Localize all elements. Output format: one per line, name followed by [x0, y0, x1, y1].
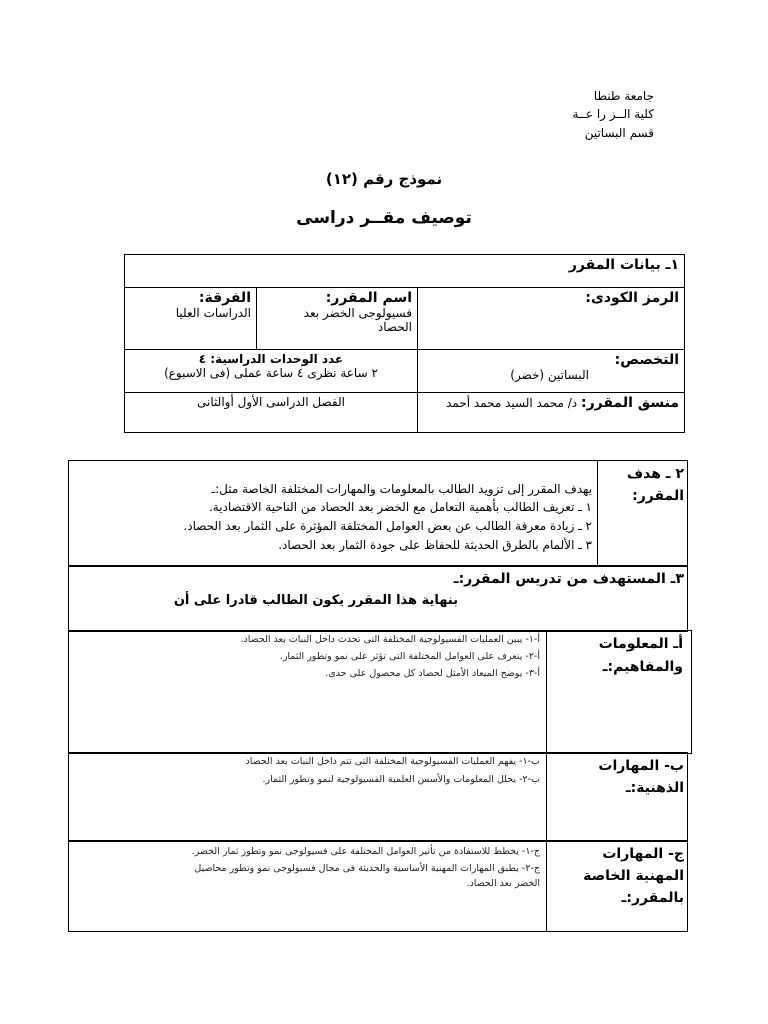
units-label: عدد الوحدات الدراسية: ٤ — [198, 352, 344, 366]
professional-label-line3: بالمقرر:ـ — [621, 890, 684, 906]
objective-item-1: ١ ـ تعريف الطالب بأهمية التعامل مع الخضر بعد الحصاد من الناحية الاقتصادية. — [208, 500, 592, 514]
course-name-value-line2: الحصاد — [377, 320, 412, 334]
form-number: نموذج رقم (١٢) — [325, 170, 443, 188]
intellectual-label-line1: ب- المهارات — [598, 758, 684, 774]
objectives-label-line2: المقرر: — [632, 488, 684, 504]
intellectual-item-2: ب-٢- يحلل المعلومات والأسس العلمية الفسيولوجية لنمو وتطور الثمار. — [262, 774, 540, 785]
specialization-value: البساتين (خضر) — [510, 368, 589, 382]
knowledge-item-2: أ-٢- يتعرف على العوامل المختلفة التى تؤثر على نمو وتطور الثمار. — [279, 651, 540, 662]
coordinator-cell — [418, 393, 685, 433]
specialization-cell — [418, 350, 685, 393]
units-cell — [125, 350, 418, 393]
outcomes-subtitle: بنهاية هذا المقرر يكون الطالب قادرا على أن — [173, 593, 458, 608]
semester-text: الفصل الدراسى الأول أوالثانى — [197, 395, 345, 409]
semester-cell — [125, 393, 418, 433]
objectives-divider — [597, 460, 598, 566]
document-title: توصيف مقــر دراسى — [296, 208, 472, 228]
knowledge-divider — [546, 630, 547, 753]
professional-label-line2: المهنية الخاصة — [583, 868, 684, 884]
objectives-label-line1: ٢ ـ هدف — [626, 466, 684, 482]
coordinator-label: منسق المقرر: — [580, 395, 679, 411]
professional-divider — [546, 840, 547, 931]
specialization-label: التخصص: — [614, 352, 679, 368]
outcomes-title: ٣ـ المستهدف من تدريس المقرر:ـ — [453, 571, 684, 587]
intellectual-label-line2: الذهنية:ـ — [625, 780, 684, 796]
faculty-name: كلية الــز را عــة — [572, 107, 654, 121]
professional-label-line1: ج- المهارات — [602, 846, 684, 862]
intellectual-item-1: ب-١- يفهم العمليات الفسيولوجية المختلفة التى تتم داخل النبات بعد الحصاد — [245, 756, 540, 767]
section1-title-cell — [125, 255, 685, 288]
professional-item-1: ج-١- يخطط للاستفادة من تأثير العوامل المختلفة على فسيولوجى نمو وتطور ثمار الخضر. — [191, 846, 540, 857]
course-data-table — [124, 254, 685, 433]
section1-title: ١ـ بيانات المقرر — [568, 257, 679, 273]
professional-item-2: ج-٢- يطبق المهارات المهنية الأساسية والحديثة فى مجال فسيولوجى نمو وتطور محاصيل — [194, 863, 540, 874]
department-name: قسم البساتين — [584, 126, 654, 140]
intellectual-divider — [546, 752, 547, 841]
coordinator-value: د/ محمد السيد محمد أحمد — [446, 396, 578, 410]
professional-item-2-cont: الخضر بعد الحصاد. — [466, 878, 540, 889]
objective-item-2: ٢ ـ زيادة معرفة الطالب عن بعض العوامل المختلفة المؤثرة على الثمار بعد الحصاد. — [183, 519, 592, 533]
university-name: جامعة طنطا — [593, 89, 654, 103]
code-label: الرمز الكودى: — [585, 290, 679, 306]
course-name-value-line1: فسيولوجى الخضر بعد — [303, 306, 412, 320]
knowledge-item-3: أ-٣- يوضح الميعاد الأمثل لحصاد كل محصول على حدى. — [325, 668, 540, 679]
course-name-cell — [257, 288, 418, 350]
objective-item-3: ٣ ـ الألمام بالطرق الحديثة للحفاظ على جودة الثمار بعد الحصاد. — [278, 538, 592, 552]
level-label: الفرقة: — [198, 290, 251, 306]
level-cell — [125, 288, 257, 350]
knowledge-label-line2: والمفاهيم:ـ — [602, 659, 683, 675]
course-name-label: اسم المقرر: — [325, 290, 412, 306]
objectives-intro: يهدف المقرر إلى تزويد الطالب بالمعلومات والمهارات المختلفة الخاصة مثل:ـ — [211, 482, 592, 496]
level-value: الدراسات العليا — [175, 306, 251, 320]
knowledge-label-line1: أـ المعلومات — [598, 636, 683, 652]
code-cell — [418, 288, 685, 350]
knowledge-item-1: أ-١- يبين العمليات الفسيولوجية المختلفة التى تحدث داخل النبات بعد الحصاد. — [240, 634, 540, 645]
units-detail: ٢ ساعة نظرى ٤ ساعة عملى (فى الاسبوع) — [164, 366, 378, 380]
